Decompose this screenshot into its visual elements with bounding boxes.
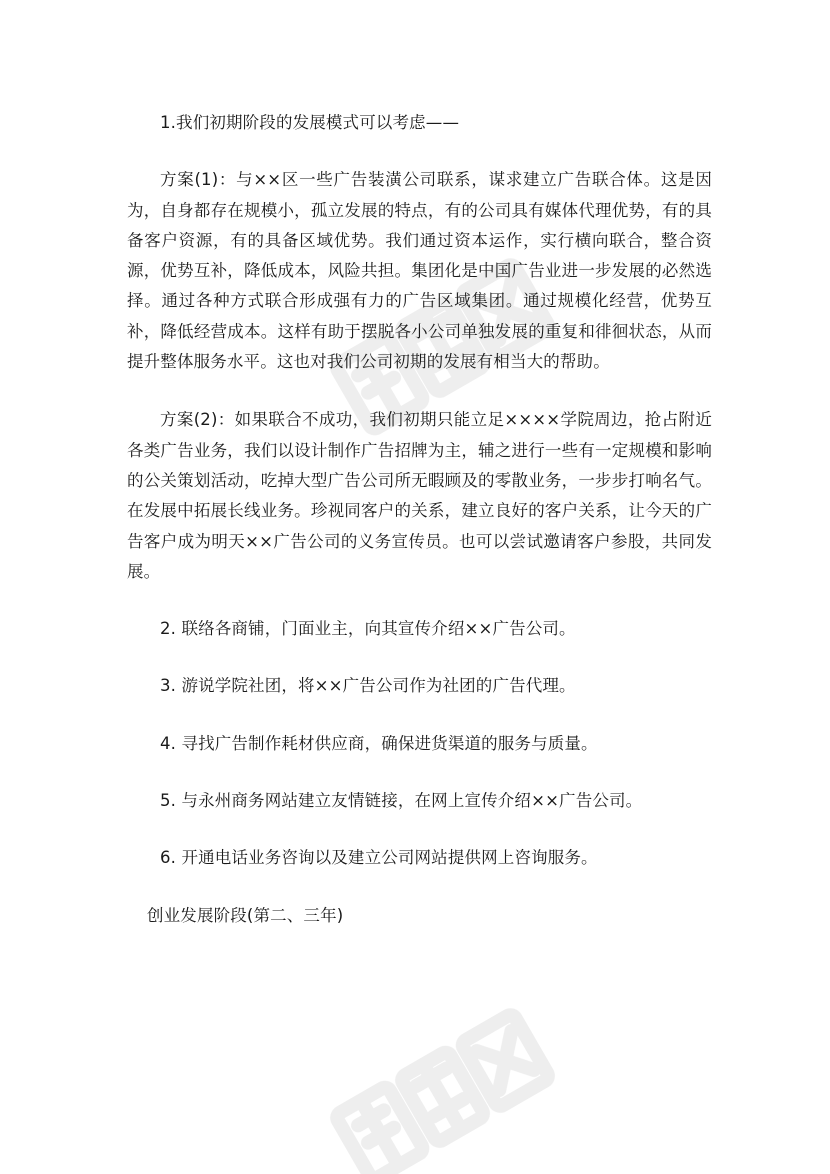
document-body: [127, 108, 712, 931]
section-heading: 1.我们初期阶段的发展模式可以考虑——: [160, 113, 460, 132]
list-item: 4. 寻找广告制作耗材供应商，确保进货渠道的服务与质量。: [160, 733, 598, 753]
list-item: 5. 与永州商务网站建立友情链接，在网上宣传介绍××广告公司。: [160, 791, 643, 811]
next-stage-heading: 创业发展阶段(第二、三年): [147, 905, 344, 925]
list-item: 6. 开通电话业务咨询以及建立公司网站提供网上咨询服务。: [160, 848, 598, 868]
list-item: 3. 游说学院社团，将××广告公司作为社团的广告代理。: [160, 676, 576, 696]
list-item: 2. 联络各商铺，门面业主，向其宣传介绍××广告公司。: [160, 619, 576, 639]
scheme-1-paragraph: 方案(1)：与××区一些广告装潢公司联系，谋求建立广告联合体。这是因为，自身都存在规模小，孤立发展的特点，有的公司具有媒体代理优势，有的具备客户资源，有的具备区域优势。我们通过资本运作，实行横向联合，整合资源，优势互补，降低成本，风险共担。集团化是中国广告业进一步发展的必然选择。通过各种方式联合形成强有力的广告区域集团。通过规模化经营，优势互补，降低经营成本。这样有助于摆脱各小公司单独发展的重复和徘徊状态，从而提升整体服务水平。这也对我们公司初期的发展有相当大的帮助。: [127, 170, 712, 372]
scheme-2-paragraph: 方案(2)：如果联合不成功，我们初期只能立足××××学院周边，抢占附近各类广告业务，我们以设计制作广告招牌为主，辅之进行一些有一定规模和影响的公关策划活动，吃掉大型广告公司所无暇顾及的零散业务，一步步打响名气。在发展中拓展长线业务。珍视同客户的关系，建立良好的客户关系，让今天的广告客户成为明天××广告公司的义务宣传员。也可以尝试邀请客户参股，共同发展。: [127, 410, 712, 581]
